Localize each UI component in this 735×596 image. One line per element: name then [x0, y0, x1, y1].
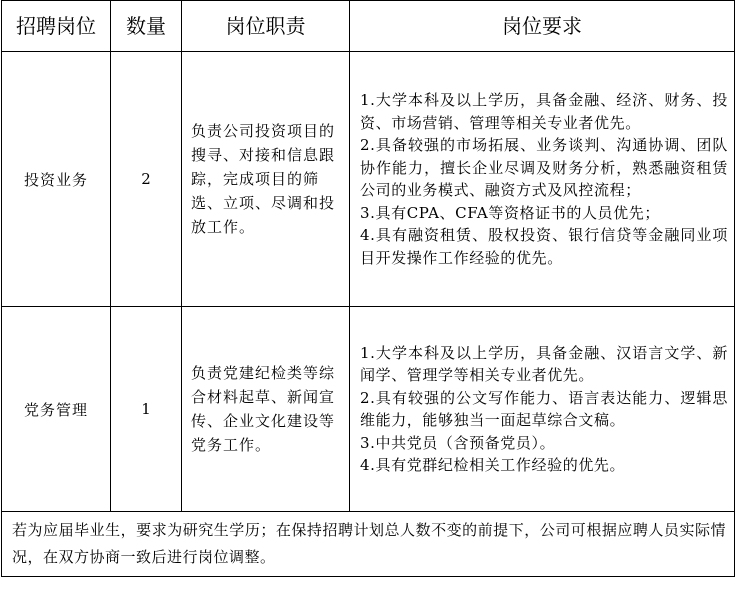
requirement-item: 2.具有较强的公文写作能力、语言表达能力、逻辑思维能力，能够独当一面起草综合文稿。	[360, 388, 728, 429]
count-cell: 1	[111, 307, 182, 512]
requirement-item: 2.具备较强的市场拓展、业务谈判、沟通协调、团队协作能力，擅长企业尽调及财务分析，熟悉融资租赁公司的业务模式、融资方式及风控流程；	[360, 136, 728, 199]
duties-cell: 负责党建纪检类等综合材料起草、新闻宣传、企业文化建设等党务工作。	[182, 307, 350, 512]
requirement-item: 3.具有CPA、CFA等资格证书的人员优先；	[360, 203, 660, 222]
table-row	[2, 307, 735, 512]
table-row	[2, 52, 735, 307]
requirement-item: 4.具有融资租赁、股权投资、银行信贷等金融同业项目开发操作工作经验的优先。	[360, 226, 728, 267]
requirement-item: 1.大学本科及以上学历，具备金融、汉语言文学、新闻学、管理学等相关专业者优先。	[360, 343, 728, 384]
note-row	[2, 512, 735, 577]
count-cell: 2	[111, 52, 182, 307]
recruitment-table	[1, 0, 735, 577]
position-cell: 党务管理	[2, 307, 111, 512]
requirement-item: 4.具有党群纪检相关工作经验的优先。	[360, 456, 626, 474]
requirement-item: 3.中共党员（含预备党员）。	[360, 433, 556, 452]
header-position: 招聘岗位	[2, 1, 111, 52]
header-duties: 岗位职责	[182, 1, 350, 52]
header-row	[2, 1, 735, 52]
header-requirements: 岗位要求	[350, 1, 735, 52]
position-cell: 投资业务	[2, 52, 111, 307]
note-text: 若为应届毕业生，要求为研究生学历；在保持招聘计划总人数不变的前提下，公司可根据应聘人员实际情况，在双方协商一致后进行岗位调整。	[2, 512, 735, 577]
requirements-cell	[350, 307, 735, 512]
requirement-item: 1.大学本科及以上学历，具备金融、经济、财务、投资、市场营销、管理等相关专业者优先。	[360, 91, 728, 132]
duties-cell: 负责公司投资项目的搜寻、对接和信息跟踪，完成项目的筛选、立项、尽调和投放工作。	[182, 52, 350, 307]
header-count: 数量	[111, 1, 182, 52]
requirements-cell	[350, 52, 735, 307]
